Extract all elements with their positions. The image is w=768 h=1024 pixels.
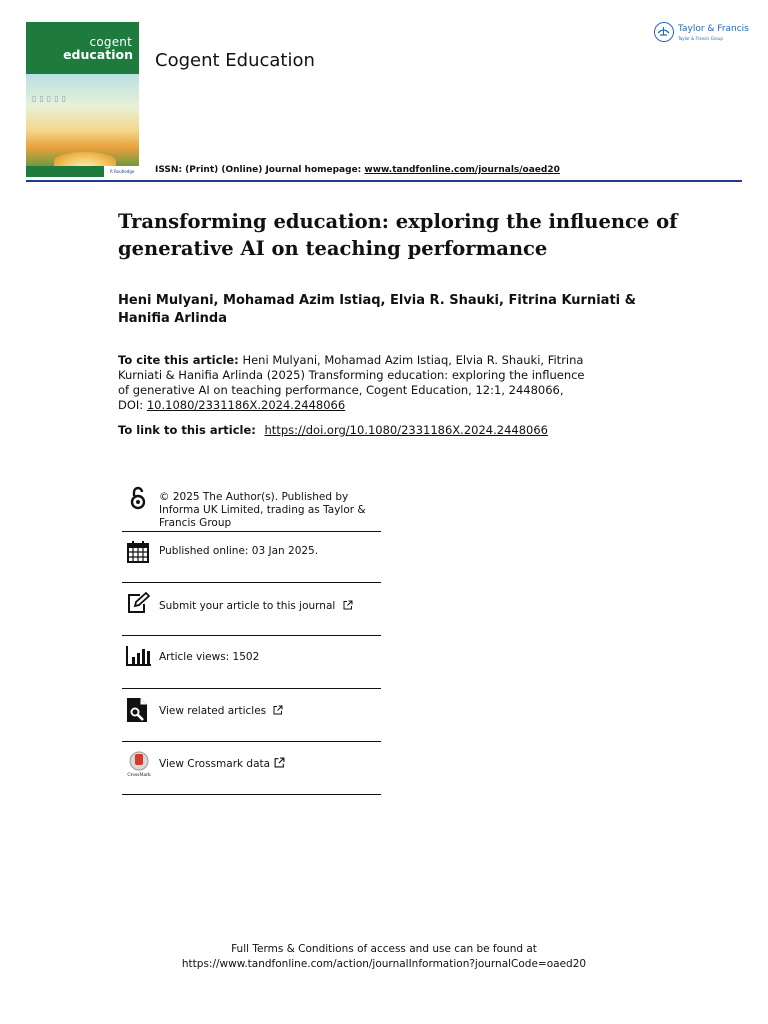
crossmark-icon xyxy=(126,751,150,775)
terms-url[interactable]: https://www.tandfonline.com/action/journalInformation?journalCode=oaed20 xyxy=(181,958,587,970)
article-views-row xyxy=(122,636,381,689)
publisher-logo-icon xyxy=(654,22,674,42)
issn-label: ISSN: (Print) (Online) Journal homepage: xyxy=(155,165,362,175)
article-info-panel xyxy=(122,482,381,795)
terms-footer xyxy=(0,942,768,972)
related-articles-link[interactable] xyxy=(159,705,283,718)
submit-article-label: Submit your article to this journal xyxy=(159,600,336,612)
bar-chart-icon xyxy=(126,645,150,669)
search-document-icon xyxy=(126,697,150,721)
cover-title-cogent: cogent xyxy=(89,35,132,49)
terms-line-1: Full Terms & Conditions of access and use can be found at xyxy=(231,943,537,955)
journal-cover-image: cogent education ▯▯▯▯▯ R Routledge xyxy=(26,22,139,177)
cover-title-education: education xyxy=(63,47,133,62)
link-label: To link to this article: xyxy=(118,423,256,437)
article-views-text: Article views: 1502 xyxy=(159,651,260,663)
article-authors: Heni Mulyani, Mohamad Azim Istiaq, Elvia R. Shauki, Fitrina Kurniati & Hanifia Arlinda xyxy=(118,293,636,326)
open-access-icon xyxy=(126,485,150,509)
external-link-icon xyxy=(343,600,353,610)
external-link-icon xyxy=(273,705,283,715)
license-row xyxy=(122,482,381,532)
journal-homepage-link[interactable]: www.tandfonline.com/journals/oaed20 xyxy=(364,165,560,175)
svg-text:CrossMark: CrossMark xyxy=(127,772,151,777)
edit-icon xyxy=(126,592,150,616)
published-row xyxy=(122,532,381,583)
related-articles-label: View related articles xyxy=(159,705,267,717)
citation-block xyxy=(118,353,588,413)
crossmark-link[interactable] xyxy=(159,757,285,771)
header-divider xyxy=(26,180,742,182)
calendar-icon xyxy=(126,540,150,564)
journal-name: Cogent Education xyxy=(155,50,315,71)
article-link-line xyxy=(118,423,548,437)
article-doi-link[interactable]: https://doi.org/10.1080/2331186X.2024.2448066 xyxy=(264,423,548,437)
crossmark-label: View Crossmark data xyxy=(159,758,271,770)
crossmark-row[interactable] xyxy=(122,742,381,795)
publisher-logo-subtext: Taylor & Francis Group xyxy=(678,36,723,41)
article-title: Transforming education: exploring the influence of generative AI on teaching performance xyxy=(118,210,678,260)
publisher-logo-text: Taylor & Francis xyxy=(678,24,749,34)
external-link-icon xyxy=(274,757,285,768)
citation-label: To cite this article: xyxy=(118,353,239,367)
submit-article-row[interactable] xyxy=(122,583,381,636)
citation-doi-link[interactable]: 10.1080/2331186X.2024.2448066 xyxy=(146,398,346,412)
license-text: © 2025 The Author(s). Published by Informa UK Limited, trading as Taylor & Francis Group xyxy=(159,491,366,529)
published-date-text: Published online: 03 Jan 2025. xyxy=(159,545,319,557)
related-articles-row[interactable] xyxy=(122,689,381,742)
issn-homepage-line xyxy=(155,165,560,175)
submit-article-link[interactable] xyxy=(159,600,353,613)
citation-text: Heni Mulyani, Mohamad Azim Istiaq, Elvia R. Shauki, Fitrina Kurniati & Hanifia Arlinda (2025) Transforming education: exploring the influence of generative AI on teaching performance, Cogent Education, 12:1, 2448066, DOI: xyxy=(118,353,585,412)
publisher-logo xyxy=(654,22,749,48)
